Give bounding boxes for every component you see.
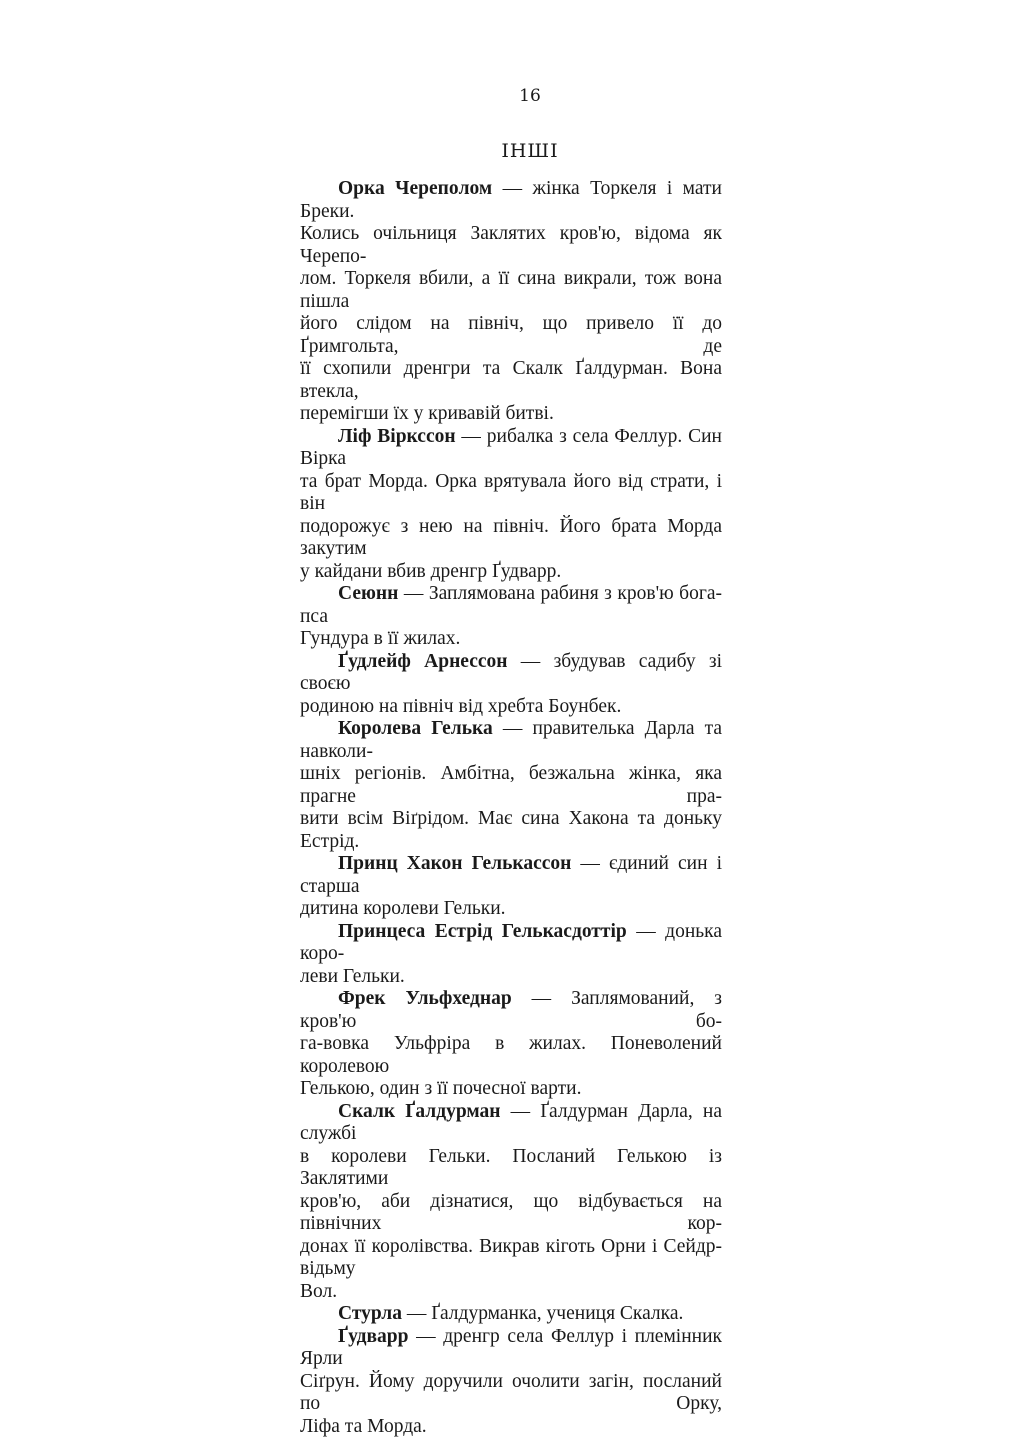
entry-line xyxy=(300,988,722,1033)
character-name: Ґудлейф Арнессон xyxy=(338,651,508,672)
entry-line: Гундура в її жилах. xyxy=(300,628,722,651)
character-name: Ліф Віркссон xyxy=(338,426,456,447)
entry-line: донах її королівства. Викрав кіготь Орни і Сейдр-відьму xyxy=(300,1236,722,1281)
entry-line: у кайдани вбив дренгр Ґудварр. xyxy=(300,561,722,584)
character-name: Стурла xyxy=(338,1303,402,1324)
entry-line xyxy=(300,921,722,966)
character-description: — збудував садибу зі своєю xyxy=(300,651,722,695)
character-description: — Ґалдурманка, учениця Скалка. xyxy=(402,1303,683,1324)
entry-line xyxy=(300,1303,722,1326)
character-description: — правителька Дарла та навколи- xyxy=(300,718,722,762)
entry-line xyxy=(300,1101,722,1146)
character-name: Принц Хакон Гелькассон xyxy=(338,853,571,874)
entry-line: леви Гельки. xyxy=(300,966,722,989)
entry-line: родиною на північ від хребта Боунбек. xyxy=(300,696,722,719)
character-name: Орка Черепoлом xyxy=(338,178,492,199)
entry-line: його слідом на північ, що привело її до Ґримгольта, де xyxy=(300,313,722,358)
character-entry xyxy=(300,426,722,584)
character-name: Принцеса Естрід Гелькасдоттір xyxy=(338,921,627,942)
character-entry xyxy=(300,1101,722,1304)
character-list xyxy=(300,178,722,1438)
entry-line: лом. Торкеля вбили, а її сина викрали, тож вона пішла xyxy=(300,268,722,313)
entry-line xyxy=(300,1326,722,1371)
character-name: Королева Гелька xyxy=(338,718,493,739)
character-description: — Заплямований, з кров'ю бо- xyxy=(300,988,722,1032)
character-name: Ґудварр xyxy=(338,1326,409,1347)
character-entry xyxy=(300,583,722,651)
entry-line: Гелькою, один з її почесної варти. xyxy=(300,1078,722,1101)
entry-line: га-вовка Ульфріра в жилах. Поневолений королевою xyxy=(300,1033,722,1078)
character-entry xyxy=(300,718,722,853)
character-description: — донька коро- xyxy=(300,921,722,965)
entry-line xyxy=(300,853,722,898)
entry-line: Ліфа та Морда. xyxy=(300,1416,722,1438)
entry-line xyxy=(300,651,722,696)
entry-line xyxy=(300,718,722,763)
character-entry xyxy=(300,651,722,719)
character-entry xyxy=(300,178,722,426)
entry-line: подорожує з нею на північ. Його брата Морда закутим xyxy=(300,516,722,561)
page-number: 16 xyxy=(0,86,1024,106)
character-entry xyxy=(300,853,722,921)
character-name: Сеюнн xyxy=(338,583,398,604)
section-title: ІНШІ xyxy=(0,140,1024,162)
entry-line xyxy=(300,178,722,223)
entry-line: її схопили дренгри та Скалк Ґалдурман. Вона втекла, xyxy=(300,358,722,403)
entry-line xyxy=(300,426,722,471)
entry-line: перемігши їх у кривавій битві. xyxy=(300,403,722,426)
entry-line: Вол. xyxy=(300,1281,722,1304)
character-description: — єдиний син і старша xyxy=(300,853,722,897)
entry-line xyxy=(300,583,722,628)
entry-line: в королеви Гельки. Посланий Гелькою із Заклятими xyxy=(300,1146,722,1191)
character-name: Фрек Ульфхеднар xyxy=(338,988,512,1009)
entry-line: Сіґрун. Йому доручили очолити загін, посланий по Орку, xyxy=(300,1371,722,1416)
entry-line: кров'ю, аби дізнатися, що відбувається на північних кор- xyxy=(300,1191,722,1236)
character-entry xyxy=(300,1326,722,1438)
character-entry xyxy=(300,921,722,989)
entry-line: вити всім Віґрідом. Має сина Хакона та доньку Естрід. xyxy=(300,808,722,853)
character-entry xyxy=(300,988,722,1101)
character-description: — Заплямована рабиня з кров'ю бога-пса xyxy=(300,583,722,627)
character-name: Скалк Ґалдурман xyxy=(338,1101,501,1122)
entry-line: шніх регіонів. Амбітна, безжальна жінка, яка прагне пра- xyxy=(300,763,722,808)
entry-line: та брат Морда. Орка врятувала його від страти, і він xyxy=(300,471,722,516)
character-description: — рибалка з села Феллур. Син Вірка xyxy=(300,426,722,470)
character-entry xyxy=(300,1303,722,1326)
character-description: — жінка Торкеля і мати Бреки. xyxy=(300,178,722,222)
entry-line: Колись очільниця Заклятих кров'ю, відома як Черепо- xyxy=(300,223,722,268)
character-description: — дренгр села Феллур і племінник Ярли xyxy=(300,1326,722,1370)
character-description: — Ґалдурман Дарла, на службі xyxy=(300,1101,722,1145)
entry-line: дитина королеви Гельки. xyxy=(300,898,722,921)
